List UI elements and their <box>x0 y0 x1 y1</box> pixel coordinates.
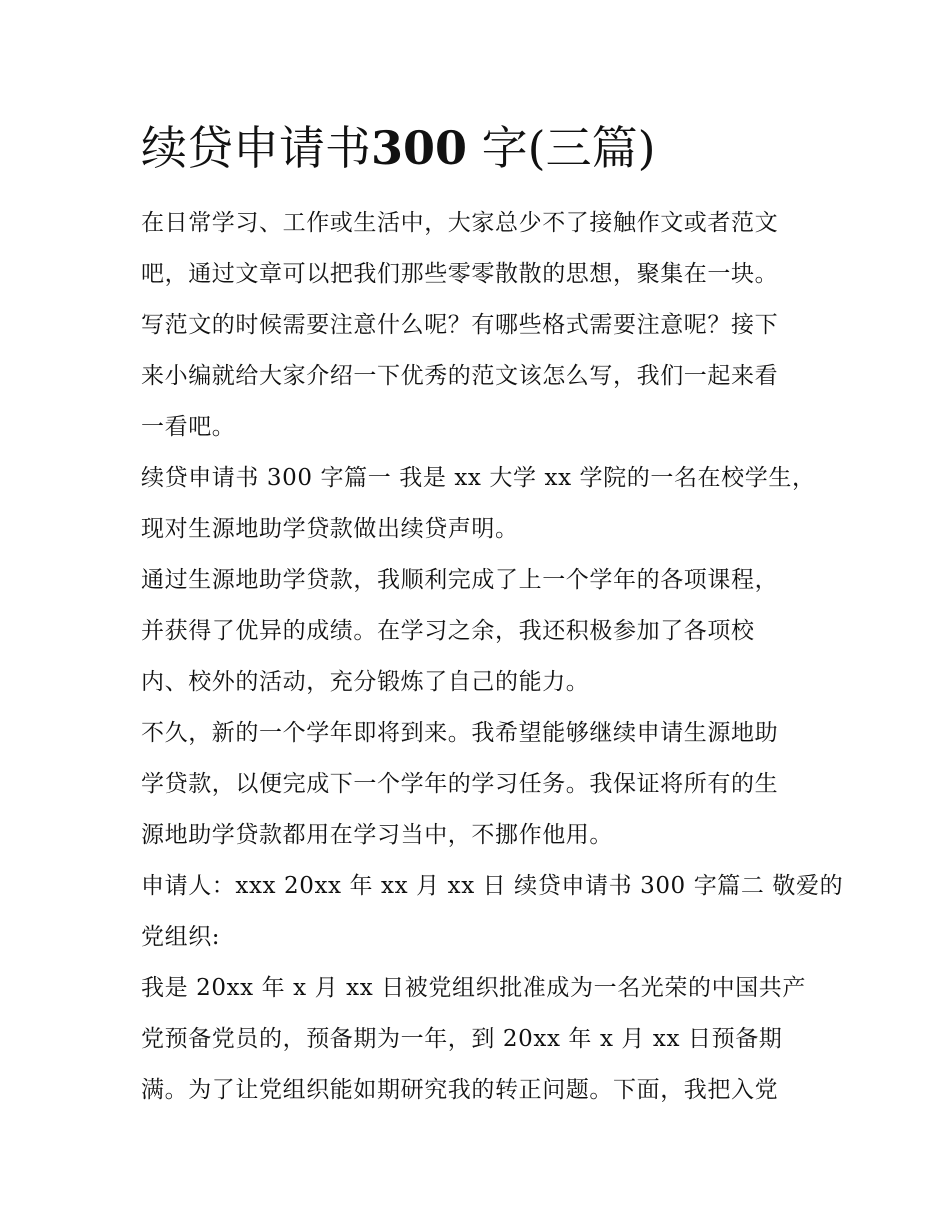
paragraph-new-year <box>141 708 813 861</box>
text-line: 党预备党员的，预备期为一年，到 20xx 年 x 月 xx 日预备期 <box>141 1026 783 1052</box>
text-line: 我是 20xx 年 x 月 xx 日被党组织批准成为一名光荣的中国共产 <box>141 975 806 1001</box>
text-line: 学贷款，以便完成下一个学年的学习任务。我保证将所有的生 <box>141 771 779 797</box>
text-line: 党组织: <box>141 924 221 950</box>
paragraph-part-one <box>141 453 816 555</box>
text-line: 不久，新的一个学年即将到来。我希望能够继续申请生源地助 <box>141 720 779 746</box>
text-line: 写范文的时候需要注意什么呢？有哪些格式需要注意呢？接下 <box>141 312 779 338</box>
paragraph-loan-result <box>141 555 813 708</box>
text-line: 续贷申请书 300 字篇一 我是 xx 大学 xx 学院的一名在校学生， <box>141 465 816 491</box>
document-title <box>141 118 813 178</box>
text-line: 内、校外的活动，充分锻炼了自己的能力。 <box>141 669 590 695</box>
title-number: 300 <box>371 121 468 175</box>
text-line: 来小编就给大家介绍一下优秀的范文该怎么写，我们一起来看 <box>141 363 779 389</box>
text-line: 并获得了优异的成绩。在学习之余，我还积极参加了各项校 <box>141 618 755 644</box>
text-line: 一看吧。 <box>141 414 236 440</box>
text-line: 通过生源地助学贷款，我顺利完成了上一个学年的各项课程， <box>141 567 779 593</box>
paragraph-party-member <box>141 963 813 1116</box>
paragraph-intro <box>141 198 813 453</box>
text-line: 源地助学贷款都用在学习当中，不挪作他用。 <box>141 822 613 848</box>
text-line: 吧，通过文章可以把我们那些零零散散的思想，聚集在一块。 <box>141 261 779 287</box>
text-line: 现对生源地助学贷款做出续贷声明。 <box>141 516 519 542</box>
text-line: 满。为了让党组织能如期研究我的转正问题。下面，我把入党 <box>141 1077 779 1103</box>
text-line: 在日常学习、工作或生活中，大家总少不了接触作文或者范文 <box>141 210 779 236</box>
text-line: 申请人：xxx 20xx 年 xx 月 xx 日 续贷申请书 300 字篇二 敬爱的 <box>141 873 844 899</box>
document-content <box>141 118 844 1116</box>
paragraph-signature-part-two <box>141 861 844 963</box>
title-main: 续贷申请书 <box>141 121 371 175</box>
title-tail: 字(三篇) <box>481 121 656 175</box>
